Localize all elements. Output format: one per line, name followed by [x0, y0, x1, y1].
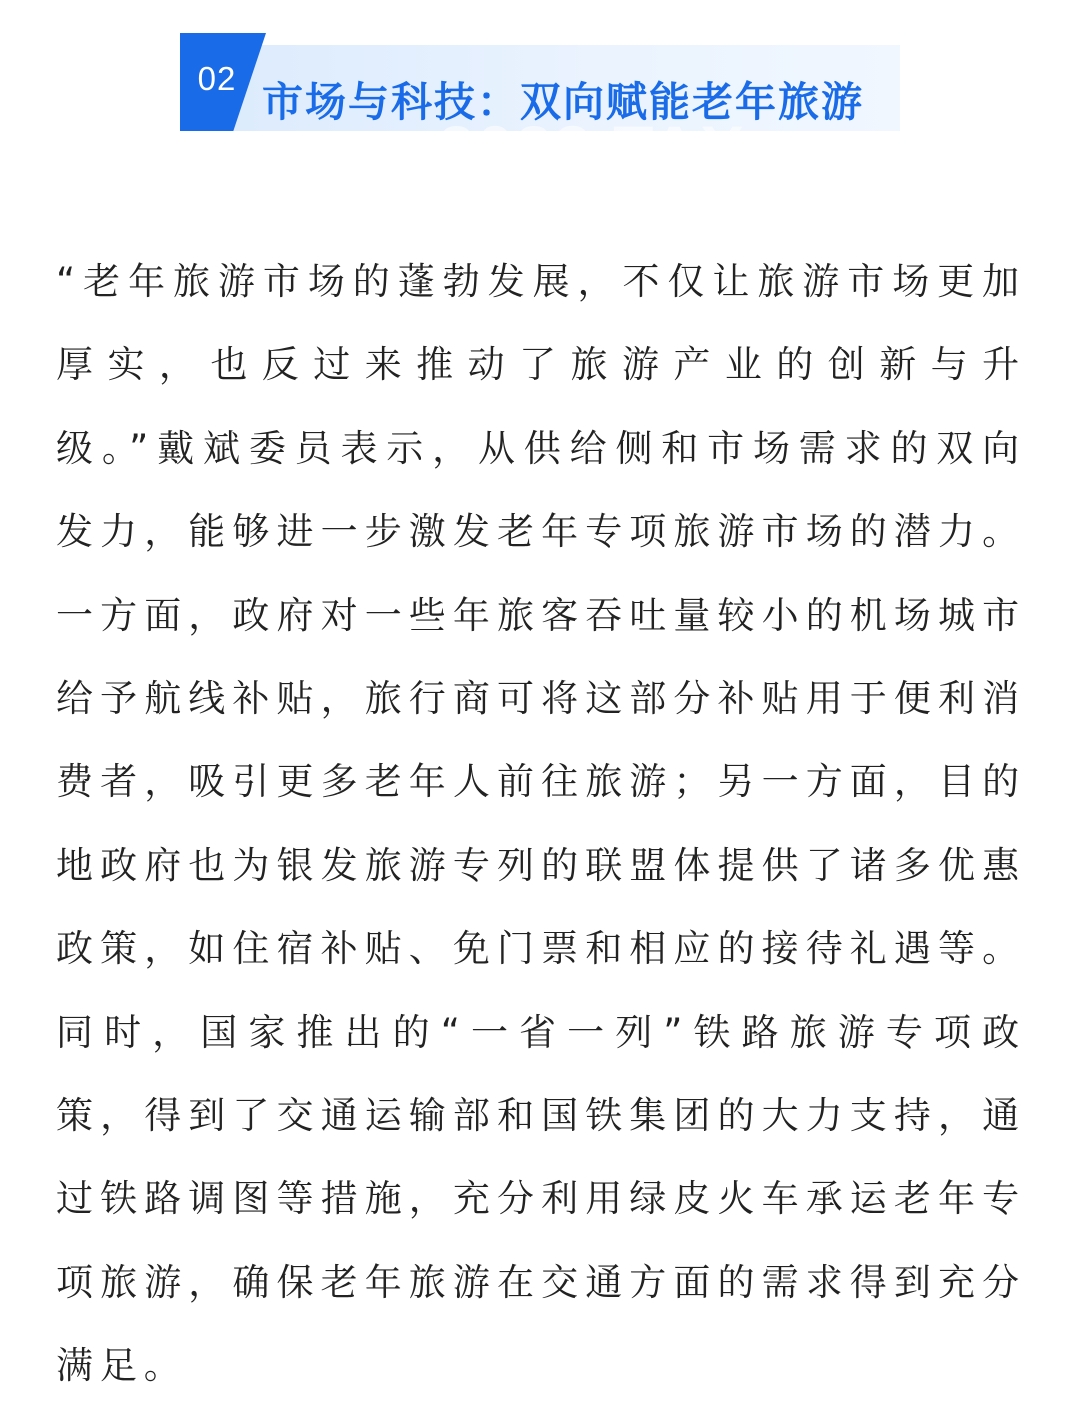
- section-header: [180, 33, 900, 186]
- watermark-text: 2023 TAX: [438, 112, 747, 186]
- article-paragraph: “老年旅游市场的蓬勃发展，不仅让旅游市场更加厚实，也反过来推动了旅游产业的创新与升级。”戴斌委员表示，从供给侧和市场需求的双向发力，能够进一步激发老年专项旅游市场的潜力。一方面，政府对一些年旅客吞吐量较小的机场城市给予航线补贴，旅行商可将这部分补贴用于便利消费者，吸引更多老年人前往旅游；另一方面，目的地政府也为银发旅游专列的联盟体提供了诸多优惠政策，如住宿补贴、免门票和相应的接待礼遇等。同时，国家推出的“一省一列”铁路旅游专项政策，得到了交通运输部和国铁集团的大力支持，通过铁路调图等措施，充分利用绿皮火车承运老年专项旅游，确保老年旅游在交通方面的需求得到充分满足。: [56, 260, 1026, 1388]
- section-title: 市场与科技：双向赋能老年旅游: [262, 78, 864, 126]
- section-number: 02: [197, 60, 237, 97]
